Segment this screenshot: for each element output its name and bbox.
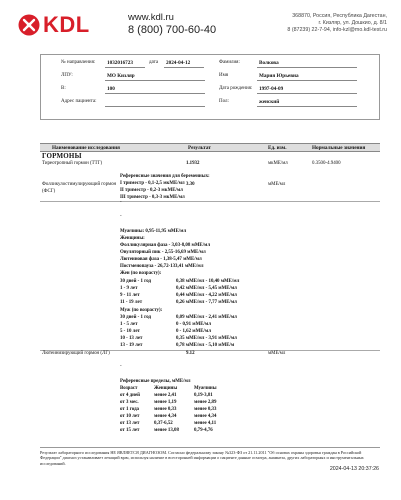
- sex-label: Пол:: [219, 99, 229, 104]
- disclaimer: Результат лабораторного исследования НЕ ЯВЛЯЕТСЯ ДИАГНОЗОМ. Согласно федеральному закону №323-ФЗ от 21.11.2011 "Об основах охраны здоровья граждан в Российской Федерации" диагноз устанавливает лечащий врач, используя наличие в всесторонней информации о пациенте данные осмотра, анамнеза, других лабораторных и инструментальных исследований.: [40, 447, 380, 466]
- phone-number[interactable]: 8 (800) 700-60-40: [128, 24, 217, 36]
- fsh-men-title: Муж (по возрасту):: [120, 308, 163, 313]
- print-timestamp: 2024-04-13 20:37:26: [329, 466, 379, 472]
- fsh-name: Фолликулостимулирующий гормон: [42, 182, 117, 187]
- fsh-ref-line: Мужчины: 0,95-11,95 мМЕ/мл: [120, 229, 187, 234]
- section-title: ГОРМОНЫ: [42, 152, 82, 160]
- lh-row-age: от 4 дней: [120, 393, 140, 398]
- tsh-norm: 0.3500-4.9400: [312, 161, 341, 166]
- lh-unit: мМЕ/мл: [268, 351, 286, 356]
- lh-col-men: Мужчины: [194, 386, 217, 391]
- col-norm-header: Нормальные значения: [312, 145, 366, 151]
- lh-dash: -: [120, 364, 122, 369]
- fsh-result: 3.30: [186, 182, 195, 187]
- fsh-women-age: 1 - 9 лет: [120, 286, 138, 291]
- fsh-ref-line: Постменопауза - 26,72-133,41 мМЕ/мл: [120, 264, 204, 269]
- tsh-unit: мкМЕ/мл: [268, 161, 288, 166]
- lh-col-women: Женщины: [154, 386, 178, 391]
- lh-row-women: 0,37-6,52: [154, 421, 173, 426]
- lh-row-women: менее 13,08: [154, 428, 179, 433]
- tsh-ref-line: II триместр - 0,2-3 мкМЕ/мл: [120, 188, 183, 193]
- lh-row-women: менее 4,34: [154, 414, 177, 419]
- lh-result: 9.12: [186, 351, 195, 356]
- lh-row-age: от 3 мес.: [120, 400, 139, 405]
- lh-row-men: менее 4,11: [194, 421, 217, 426]
- surname-label: Фамилия:: [219, 60, 240, 65]
- report-header: [0, 0, 401, 52]
- fsh-men-age: 5 - 10 лет: [120, 329, 140, 334]
- fsh-men-range: 0,09 мМЕ/мл - 2,41 мМЕ/мл: [176, 315, 237, 320]
- lh-row-age: от 15 лет: [120, 428, 140, 433]
- kdl-logo-icon: [18, 14, 40, 36]
- tsh-result: 1.1932: [186, 161, 200, 166]
- lh-row-men: менее 0,33: [194, 407, 217, 412]
- lpu-value: МО Кизляр: [107, 73, 135, 79]
- fsh-unit: мМЕ/мл: [268, 182, 286, 187]
- fsh-men-range: 0,35 мМЕ/мл - 3,91 мМЕ/мл: [176, 336, 237, 341]
- fsh-ref-line: Жен (по возрасту):: [120, 271, 162, 276]
- lh-row-women: менее 0,33: [154, 407, 177, 412]
- lh-row-men: менее 2,89: [194, 400, 217, 405]
- b-label: В:: [61, 86, 66, 91]
- results-table-header: [40, 143, 380, 152]
- patient-info-box: [40, 54, 380, 120]
- name-label: Имя: [219, 73, 229, 78]
- fsh-men-age: 1 - 5 лет: [120, 322, 138, 327]
- lh-row-men: 0,79-4,76: [194, 428, 213, 433]
- tsh-ref-line: III триместр - 0,3-3 мкМЕ/мл: [120, 195, 185, 200]
- lpu-label: ЛПУ:: [61, 73, 73, 78]
- fsh-men-age: 13 - 19 лет: [120, 343, 143, 348]
- site-url[interactable]: www.kdl.ru: [128, 12, 174, 23]
- fsh-men-range: 0 - 0,91 мМЕ/мл: [176, 322, 211, 327]
- birth-value: 1997-04-09: [259, 86, 284, 92]
- fsh-ref-line: Овуляторный пик - 2,55-16,69 мМЕ/мл: [120, 250, 206, 255]
- lh-col-age: Возраст: [120, 386, 138, 391]
- fsh-ref-line: Фолликулярная фаза - 3,03-8,08 мМЕ/мл: [120, 243, 211, 248]
- lh-row-men: 0,19-3,81: [194, 393, 213, 398]
- lh-row-age: от 1 года: [120, 407, 139, 412]
- tsh-ref-title: Референсные значения для беременных:: [120, 174, 210, 179]
- lab-address: [287, 13, 387, 34]
- fsh-dash: -: [120, 214, 122, 219]
- fsh-men-range: 0,78 мМЕ/мл - 5,10 мМЕ/м: [176, 343, 235, 348]
- fsh-women-age: 11 - 19 лет: [120, 300, 143, 305]
- date-label: дата: [149, 60, 159, 65]
- order-value: 1032016723: [107, 60, 133, 66]
- brand-name: KDL: [43, 12, 90, 37]
- b-value: 100: [107, 86, 115, 92]
- fsh-women-range: 0,38 мМЕ/мл - 10,40 мМЕ/мл: [176, 279, 240, 284]
- fsh-women-range: 0,44 мМЕ/мл - 4,22 мМЕ/мл: [176, 293, 237, 298]
- fsh-ref-line: Лютеиновая фаза - 1,38-5,47 мМЕ/мл: [120, 257, 202, 262]
- fsh-name-abbr: (ФСГ): [42, 189, 56, 194]
- lh-row-age: от 13 лет: [120, 421, 140, 426]
- sex-value: женский: [259, 99, 280, 105]
- surname-value: Волкова: [259, 60, 279, 66]
- date-value: 2024-04-12: [166, 60, 191, 66]
- fsh-men-age: 30 дней - 1 год: [120, 315, 152, 320]
- tsh-ref-line: I триместр - 0,1-2,5 мкМЕ/мл: [120, 181, 185, 186]
- tsh-name: Тиреотропный гормон (ТТГ): [42, 161, 103, 166]
- row-divider: [40, 201, 380, 202]
- fsh-women-age: 9 - 11 лет: [120, 293, 140, 298]
- col-name-header: Наименование исследования: [52, 145, 120, 151]
- lh-name: Лютеинизирующий гормон (ЛГ): [42, 351, 110, 356]
- address-line: г. Кизляр, ул. Дошкио, д. 8/1: [318, 20, 387, 26]
- order-label: № направления:: [61, 60, 96, 65]
- fsh-ref-line: Женщины:: [120, 236, 145, 241]
- lh-row-age: от 10 лет: [120, 414, 140, 419]
- address-line: 8 (87239) 22-7-94, info-kzl@mo.kdl-test.ru: [287, 27, 387, 33]
- lh-row-men: менее 4,34: [194, 414, 217, 419]
- address-line: 368870, Россия, Республика Дагестан,: [292, 13, 387, 19]
- col-unit-header: Ед. изм.: [268, 145, 287, 151]
- fsh-dash: -: [120, 200, 122, 205]
- fsh-women-range: 0,42 мМЕ/мл - 5,45 мМЕ/мл: [176, 286, 237, 291]
- address-label: Адрес пациента:: [61, 99, 97, 104]
- lh-row-women: менее 1,19: [154, 400, 177, 405]
- fsh-women-age: 30 дней - 1 год: [120, 279, 152, 284]
- kdl-logo: [18, 14, 90, 36]
- lh-row-women: менее 2,41: [154, 393, 177, 398]
- fsh-men-age: 10 - 13 лет: [120, 336, 143, 341]
- col-result-header: Результат: [188, 145, 211, 151]
- fsh-men-range: 0 - 1,62 мМЕ/мл: [176, 329, 211, 334]
- fsh-women-range: 0,26 мМЕ/мл - 7,77 мМЕ/мл: [176, 300, 237, 305]
- name-value: Мария Юрьевна: [259, 73, 299, 79]
- lh-ref-title: Референсные пределы, мМЕ/мл: [120, 379, 191, 384]
- birth-label: Дата рождения:: [219, 86, 253, 91]
